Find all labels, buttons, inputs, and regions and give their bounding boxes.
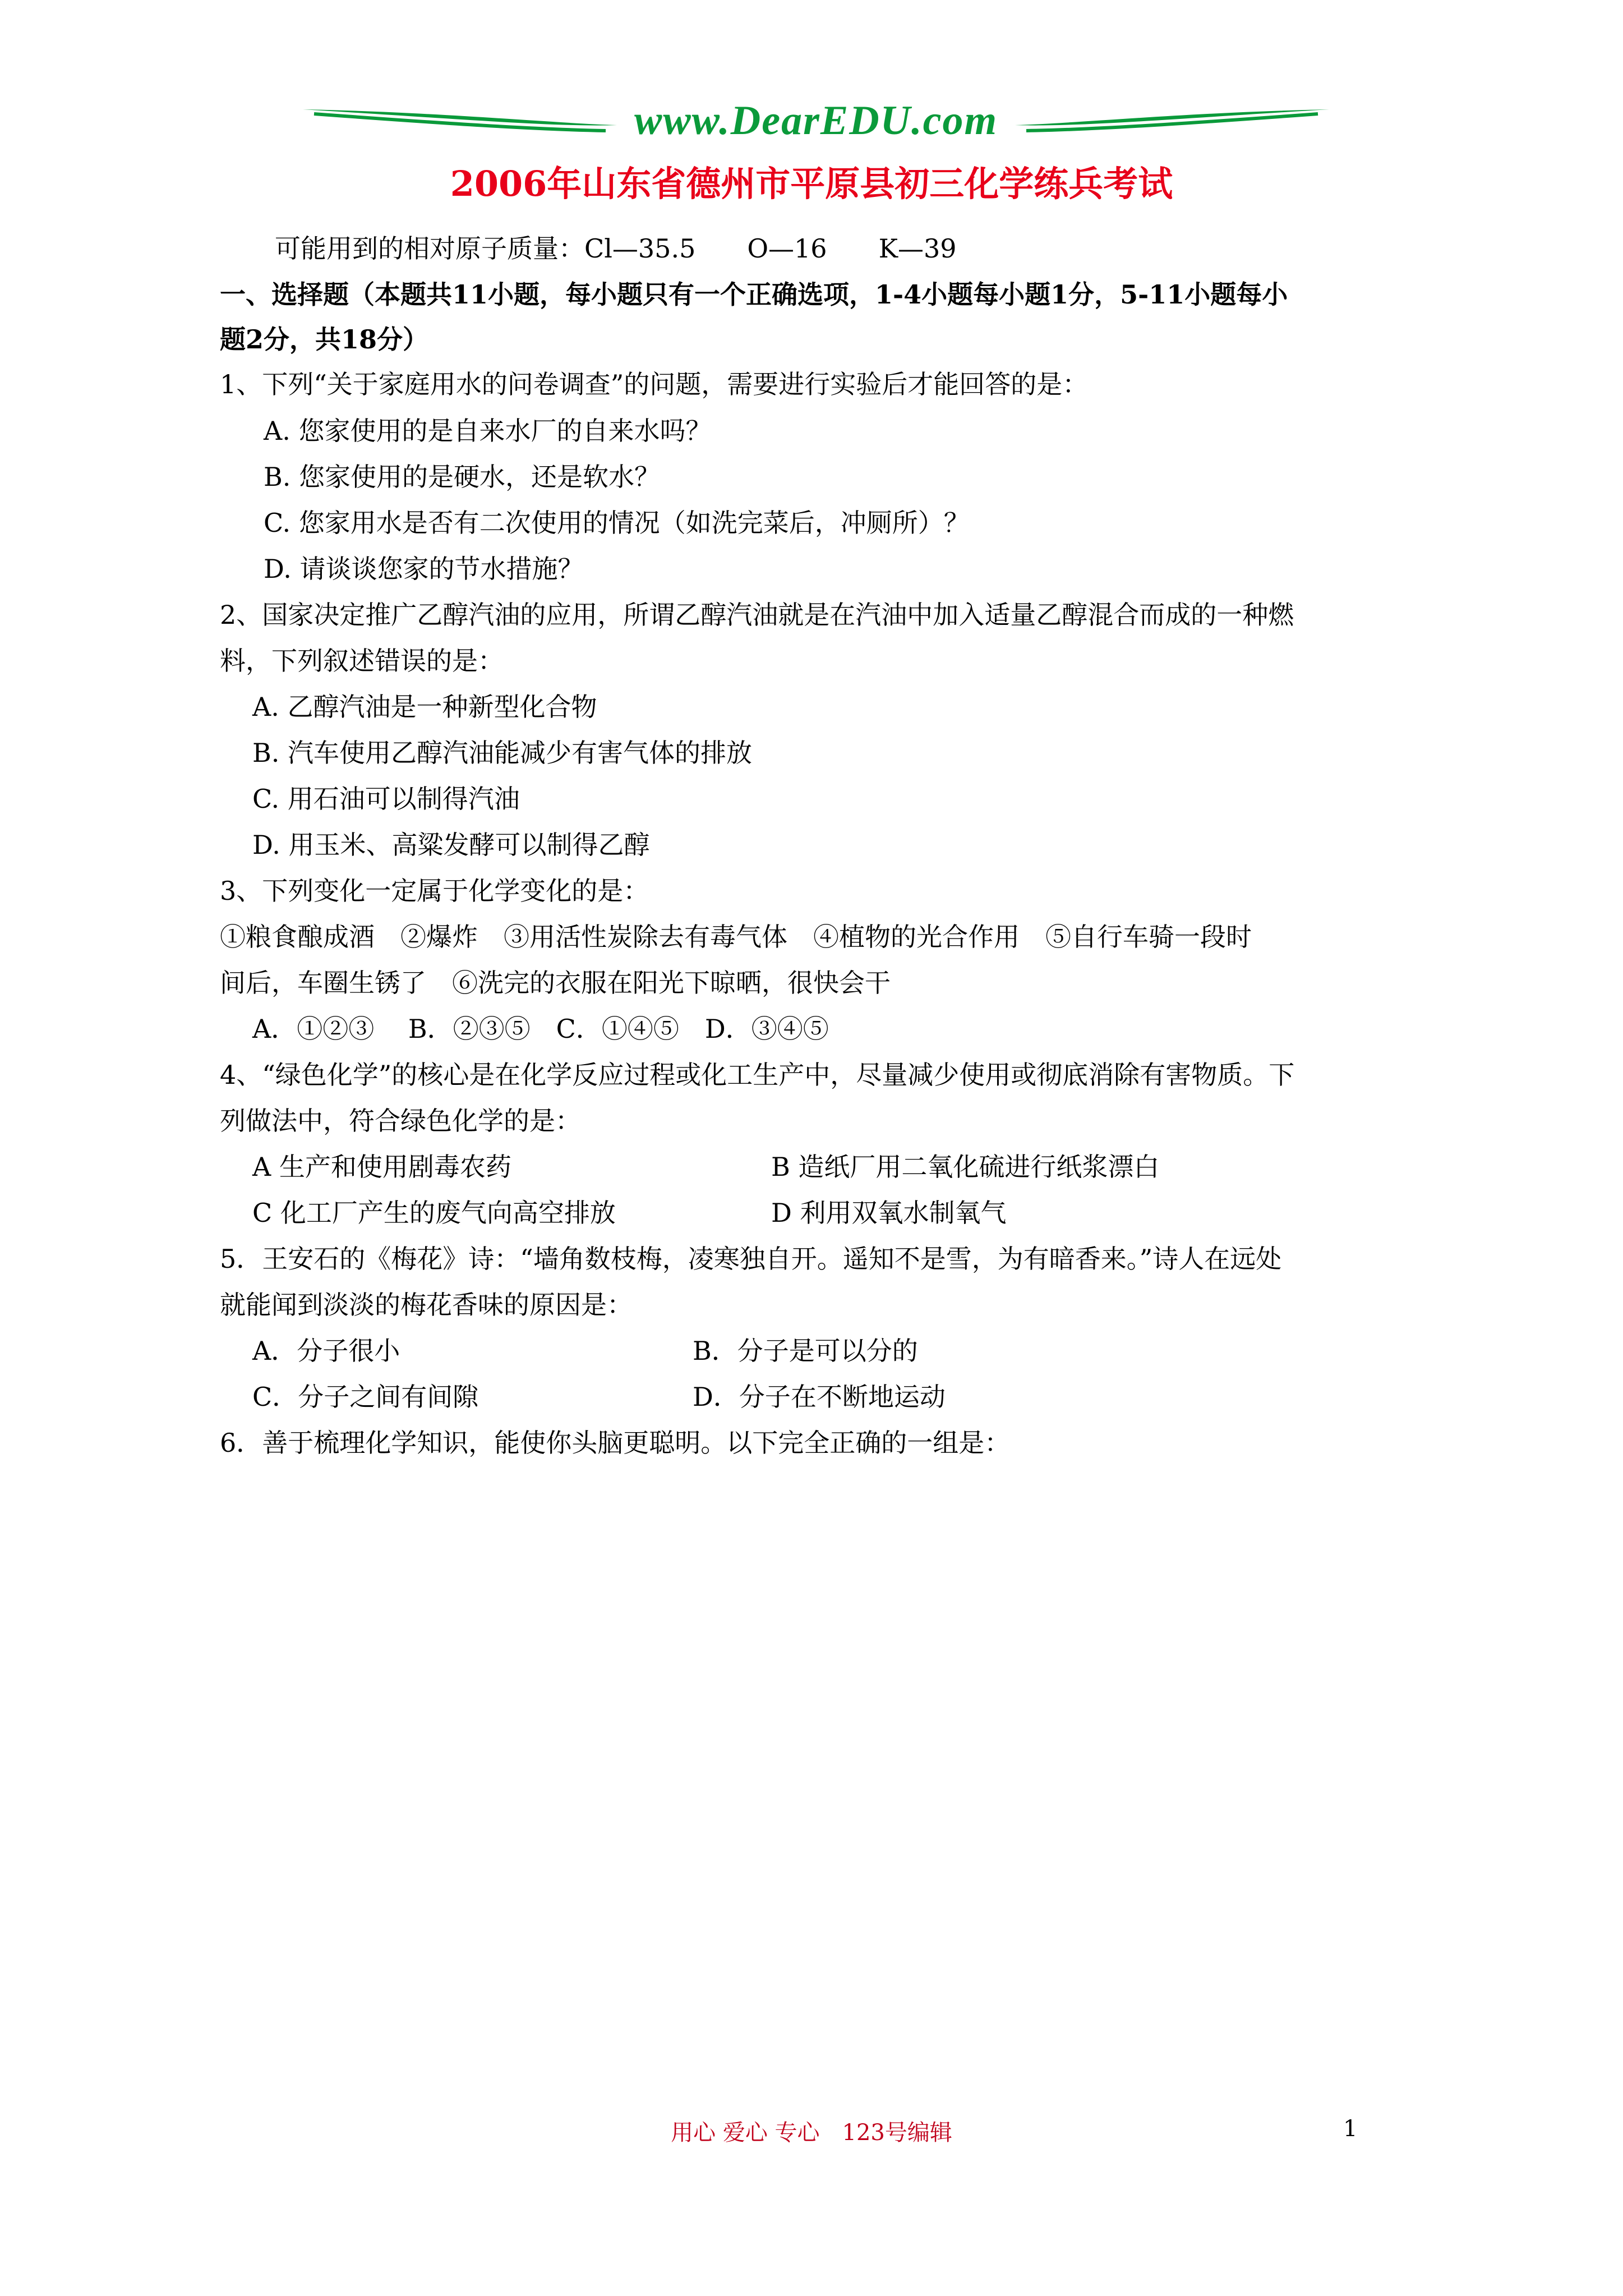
logo-text: www.DearEDU.com (634, 98, 998, 144)
question-1-stem: 1、下列“关于家庭用水的问卷调查”的问题，需要进行实验后才能回答的是： (220, 369, 1089, 399)
question-5-option-a: A．分子很小 (252, 1336, 400, 1366)
question-5-option-b: B．分子是可以分的 (693, 1336, 918, 1366)
question-1-option-c: C. 您家用水是否有二次使用的情况（如洗完菜后，冲厕所）？ (264, 508, 970, 538)
question-4-stem: 4、“绿色化学”的核心是在化学反应过程或化工生产中，尽量减少使用或彻底消除有害物质。下 (220, 1060, 1295, 1090)
question-2-option-d: D. 用玉米、高粱发酵可以制得乙醇 (252, 830, 650, 860)
question-1-option-b: B. 您家使用的是硬水，还是软水？ (264, 462, 661, 492)
question-5-option-d: D．分子在不断地运动 (693, 1382, 946, 1412)
question-2-stem: 2、国家决定推广乙醇汽油的应用，所谓乙醇汽油就是在汽油中加入适量乙醇混合而成的一种燃 (220, 600, 1294, 630)
question-3-options: A．①②③ B．②③⑤ C．①④⑤ D．③④⑤ (252, 1014, 829, 1044)
question-2-option-b: B. 汽车使用乙醇汽油能减少有害气体的排放 (252, 738, 753, 768)
question-4-stem-cont: 列做法中，符合绿色化学的是： (220, 1106, 581, 1136)
question-1-option-a: A. 您家使用的是自来水厂的自来水吗？ (264, 416, 712, 446)
question-5-stem-cont: 就能闻到淡淡的梅花香味的原因是： (220, 1290, 633, 1320)
question-4-option-a: A 生产和使用剧毒农药 (252, 1152, 511, 1182)
question-4-option-b: B 造纸厂用二氧化硫进行纸浆漂白 (771, 1152, 1160, 1182)
question-5-stem: 5．王安石的《梅花》诗：“墙角数枝梅，凌寒独自开。遥知不是雪，为有暗香来。”诗人在远处 (220, 1244, 1282, 1274)
atomic-mass-note: 可能用到的相对原子质量：Cl—35.5 O—16 K—39 (275, 233, 957, 264)
question-3-items-cont: 间后，车圈生锈了 ⑥洗完的衣服在阳光下晾晒，很快会干 (220, 968, 891, 998)
question-4-option-c: C 化工厂产生的废气向高空排放 (252, 1198, 616, 1228)
question-3-items: ①粮食酿成酒 ②爆炸 ③用活性炭除去有毒气体 ④植物的光合作用 ⑤自行车骑一段时 (220, 922, 1252, 952)
question-3-stem: 3、下列变化一定属于化学变化的是： (220, 876, 649, 906)
question-4-option-d: D 利用双氧水制氧气 (771, 1198, 1007, 1228)
page-title: 2006年山东省德州市平原县初三化学练兵考试 (450, 163, 1173, 204)
question-5-option-c: C．分子之间有间隙 (252, 1382, 479, 1412)
site-logo (303, 93, 1329, 154)
section-heading: 一、选择题（本题共11小题，每小题只有一个正确选项，1-4小题每小题1分，5-11小题每小 (220, 279, 1288, 310)
question-2-option-c: C. 用石油可以制得汽油 (252, 784, 520, 814)
question-2-stem-cont: 料，下列叙述错误的是： (220, 646, 504, 676)
page-number: 1 (1343, 2116, 1358, 2142)
page-footer: 用心 爱心 专心 123号编辑 (671, 2120, 952, 2146)
question-1-option-d: D. 请谈谈您家的节水措施？ (264, 554, 584, 584)
section-heading-cont: 题2分，共18分） (220, 324, 429, 355)
question-6-stem: 6．善于梳理化学知识，能使你头脑更聪明。以下完全正确的一组是： (220, 1428, 1011, 1458)
question-2-option-a: A. 乙醇汽油是一种新型化合物 (252, 692, 597, 722)
